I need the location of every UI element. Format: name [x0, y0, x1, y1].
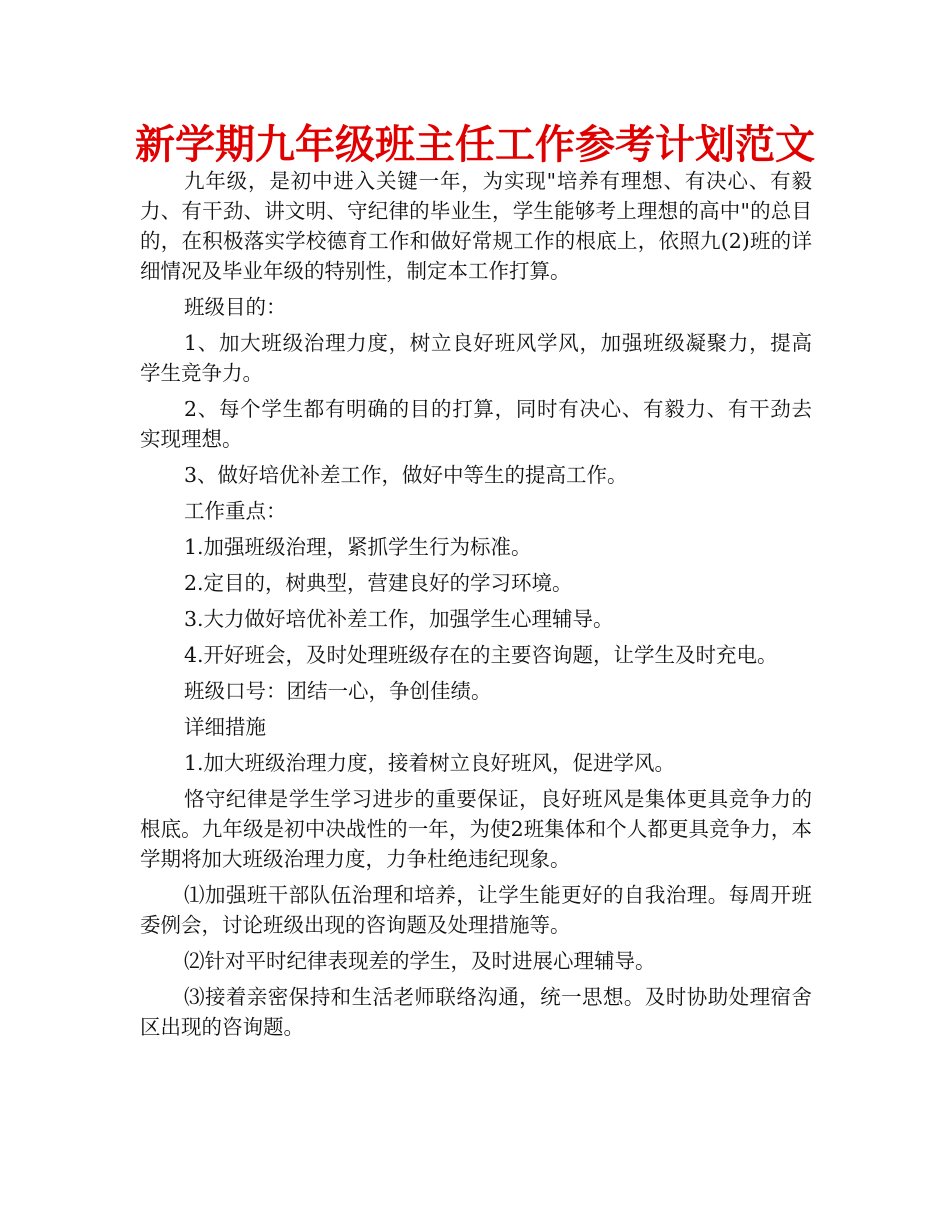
- heading-work-focus: 工作重点：: [184, 499, 287, 523]
- heading-class-goals: 班级目的：: [184, 295, 287, 319]
- focus-item-4: 4.开好班会，及时处理班级存在的主要咨询题，让学生及时充电。: [184, 643, 778, 667]
- focus-item-2: 2.定目的，树典型，营建良好的学习环境。: [184, 571, 573, 595]
- measure-subitem-1: ⑴加强班干部队伍治理和培养，让学生能更好的自我治理。每周开班委例会，讨论班级出现的咨询题及处理措施等。: [140, 883, 812, 937]
- measure-paragraph: 恪守纪律是学生学习进步的重要保证，良好班风是集体更具竞争力的根底。九年级是初中决战性的一年，为使2班集体和个人都更具竞争力，本学期将加大班级治理力度，力争杜绝违纪现象。: [140, 787, 812, 871]
- measure-subitem-3: ⑶接着亲密保持和生活老师联络沟通，统一思想。及时协助处理宿舍区出现的咨询题。: [140, 985, 812, 1039]
- document-title: 新学期九年级班主任工作参考计划范文: [135, 122, 815, 168]
- goal-item-3: 3、做好培优补差工作，做好中等生的提高工作。: [184, 463, 628, 487]
- goal-item-1: 1、加大班级治理力度，树立良好班风学风，加强班级凝聚力，提高学生竞争力。: [140, 331, 812, 385]
- measure-subitem-2: ⑵针对平时纪律表现差的学生，及时进展心理辅导。: [184, 949, 656, 973]
- document-body: [140, 166, 812, 1048]
- paragraph-intro: 九年级，是初中进入关键一年，为实现"培养有理想、有决心、有毅力、有干劲、讲文明、守纪律的毕业生，学生能够考上理想的高中"的总目的，在积极落实学校德育工作和做好常规工作的根底上，依照九(2)班的详细情况及毕业年级的特别性，制定本工作打算。: [140, 169, 812, 283]
- class-slogan: 班级口号：团结一心，争创佳绩。: [184, 679, 492, 703]
- heading-measures: 详细措施: [184, 715, 266, 739]
- focus-item-1: 1.加强班级治理，紧抓学生行为标准。: [184, 535, 532, 559]
- measure-item-1: 1.加大班级治理力度，接着树立良好班风，促进学风。: [184, 751, 676, 775]
- goal-item-2: 2、每个学生都有明确的目的打算，同时有决心、有毅力、有干劲去实现理想。: [140, 397, 812, 451]
- focus-item-3: 3.大力做好培优补差工作，加强学生心理辅导。: [184, 607, 614, 631]
